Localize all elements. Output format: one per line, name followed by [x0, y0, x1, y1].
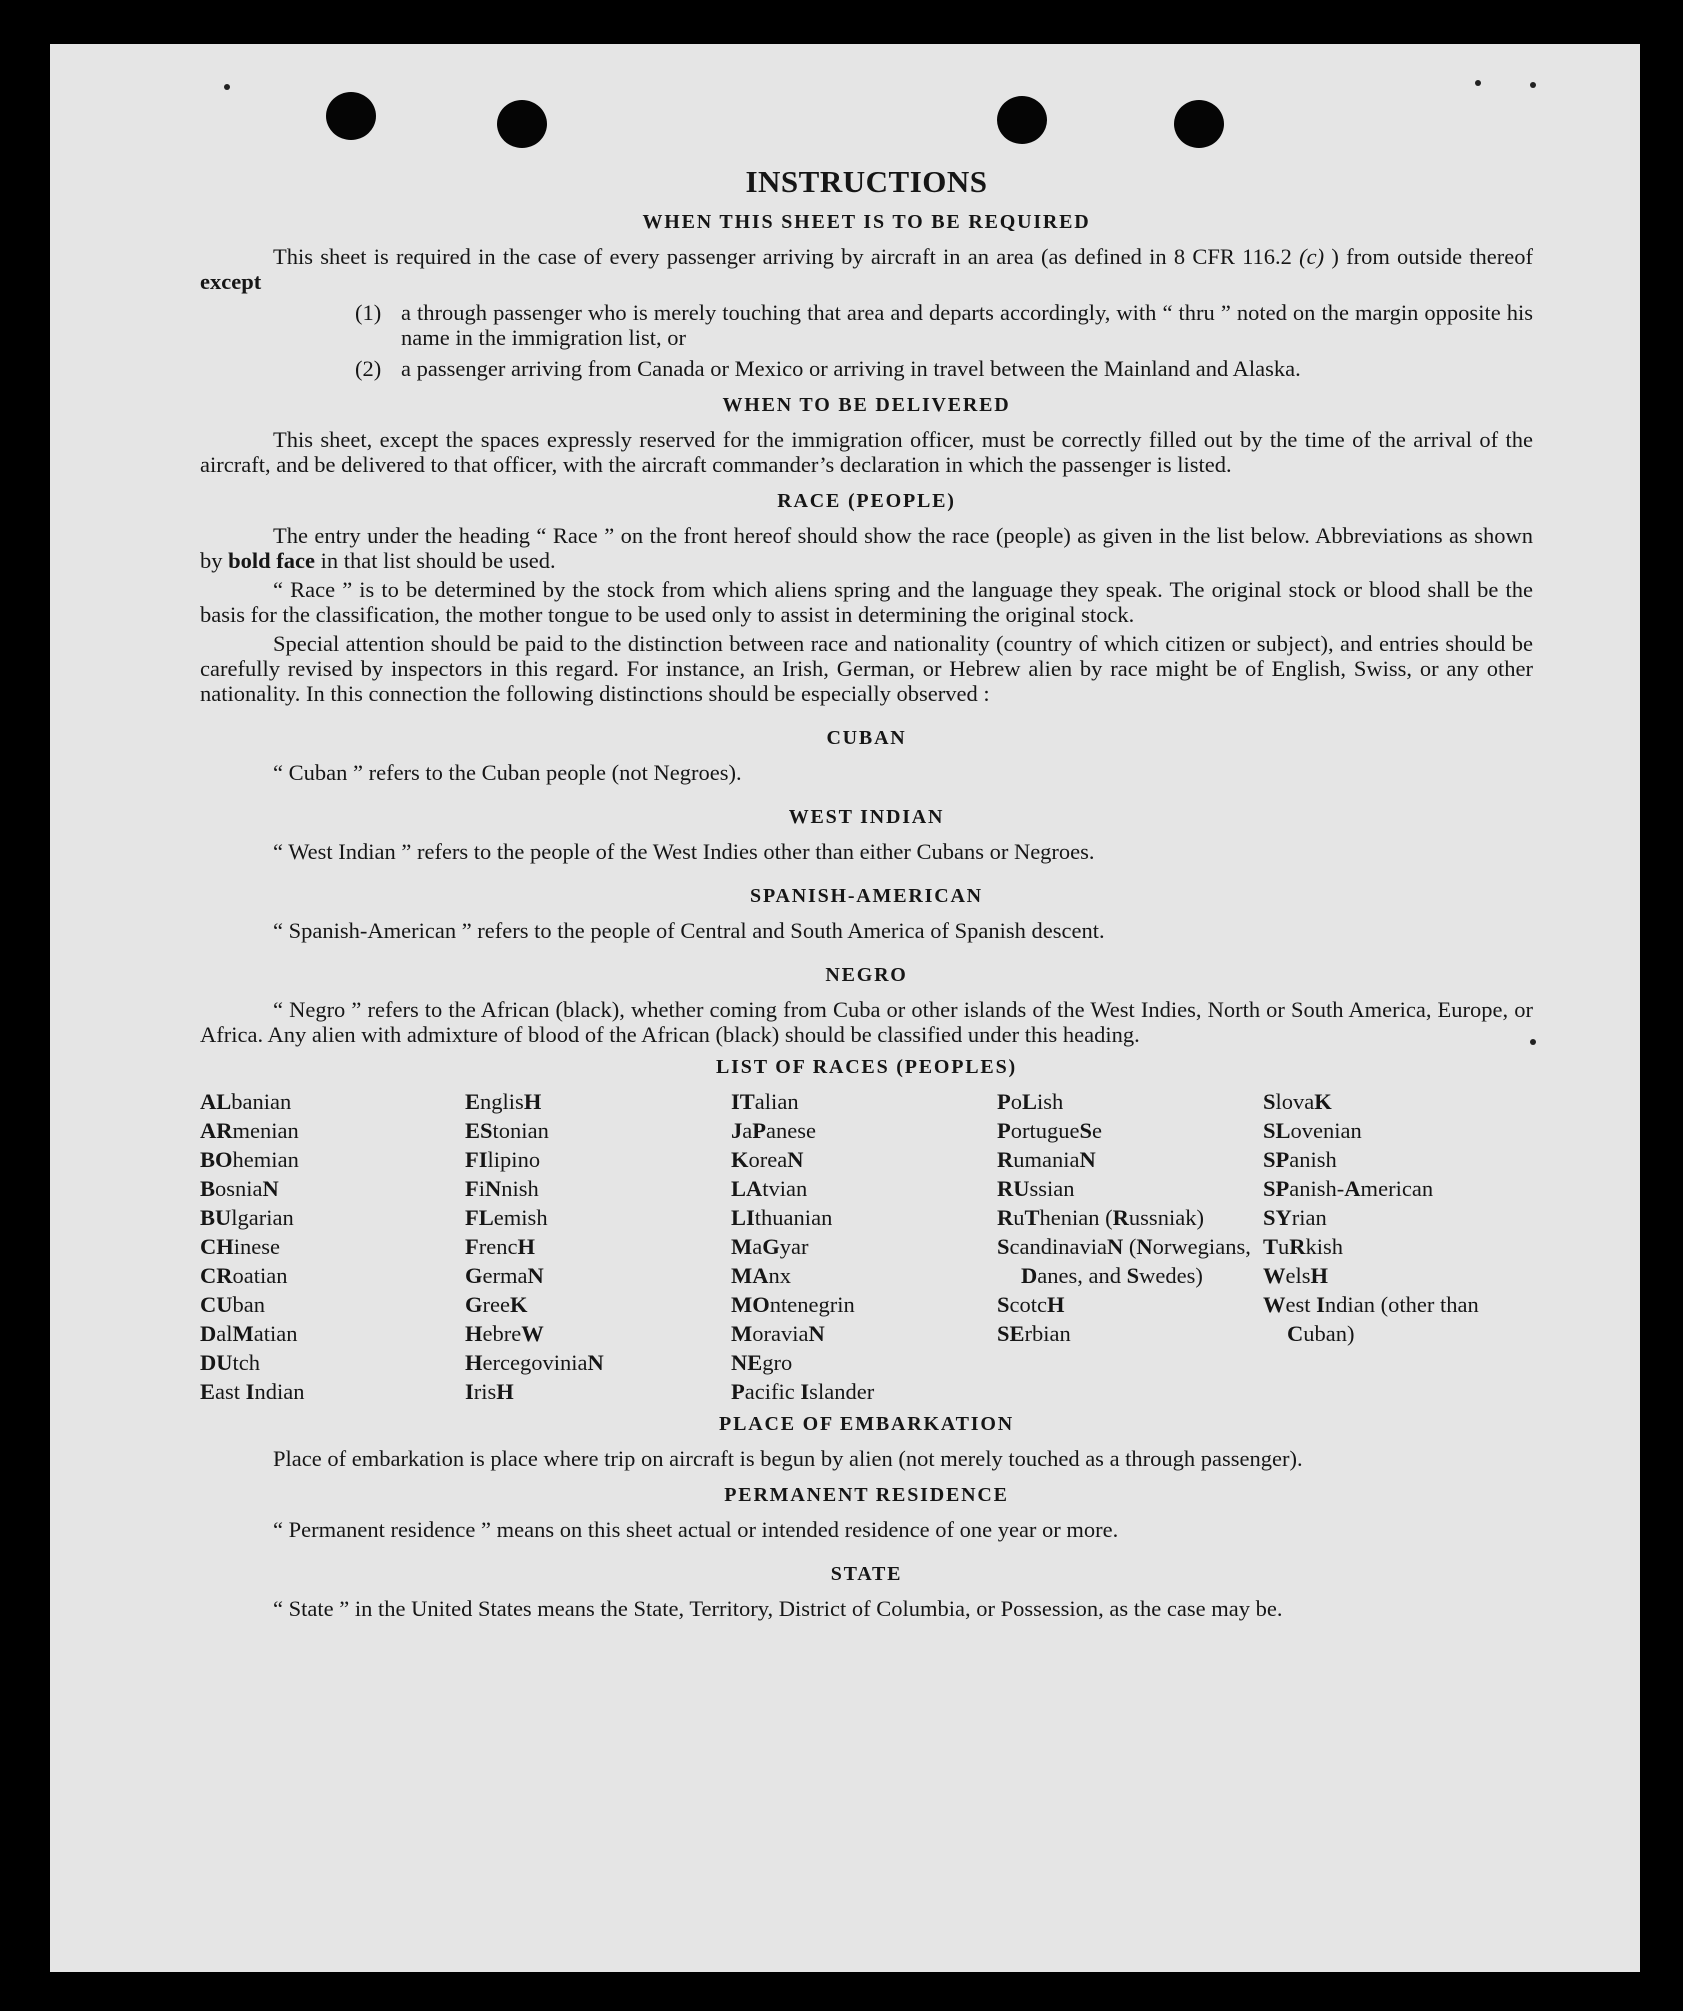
race-entry: BOhemian	[200, 1147, 299, 1172]
race-entry: SlovaK	[1263, 1089, 1332, 1114]
heading-race: RACE (PEOPLE)	[777, 490, 956, 512]
race-entry: ScotcH	[997, 1292, 1065, 1317]
heading-state: STATE	[830, 1563, 903, 1585]
exception-item: (2) a passenger arriving from Canada or Mexico or arriving in travel between the Mainland and Alaska.	[355, 356, 1301, 381]
heading-spanish-american: SPANISH-AMERICAN	[750, 885, 983, 907]
race-entry: FrencH	[465, 1234, 536, 1259]
race-entry: FLemish	[465, 1205, 548, 1230]
race-entry: WelsH	[1263, 1263, 1329, 1288]
race-entry: ARmenian	[200, 1118, 299, 1143]
delivered-text: This sheet, except the spaces expressly reserved for the immigration officer, must be correctly filled out by the time of the arrival of the aircraft, and be delivered to that officer, with the aircraft commander’s declaration in which the passenger is listed.	[200, 427, 1533, 477]
exception-item: (1) a through passenger who is merely touching that area and departs accordingly, with “ thru ” noted on the margin opposite his name in the immigration list, or	[355, 300, 1533, 350]
race-entry: West Indian (other than Cuban)	[1263, 1292, 1479, 1346]
race-entry: MoraviaN	[731, 1321, 825, 1346]
race-entry: PortugueSe	[997, 1118, 1103, 1143]
heading-west-indian: WEST INDIAN	[788, 806, 945, 828]
race-entry: CUban	[200, 1292, 265, 1317]
race-entry: SPanish-American	[1263, 1176, 1434, 1201]
races-column	[465, 1087, 731, 1406]
races-column	[200, 1087, 465, 1406]
race-entry: FIlipino	[465, 1147, 541, 1172]
west-indian-text: “ West Indian ” refers to the people of the West Indies other than either Cubans or Negroes.	[273, 839, 1095, 864]
race-entry: CHinese	[200, 1234, 281, 1259]
race-entry: MOntenegrin	[731, 1292, 855, 1317]
race-entry: KoreaN	[731, 1147, 804, 1172]
race-entry: DUtch	[200, 1350, 261, 1375]
race-entry: GreeK	[465, 1292, 528, 1317]
race-entry: EnglisH	[465, 1089, 542, 1114]
race-entry: BosniaN	[200, 1176, 279, 1201]
race-entry: LAtvian	[731, 1176, 808, 1201]
heading-embarkation: PLACE OF EMBARKATION	[719, 1413, 1014, 1435]
races-column	[1263, 1087, 1533, 1406]
race-entry: HebreW	[465, 1321, 544, 1346]
heading-residence: PERMANENT RESIDENCE	[724, 1484, 1009, 1506]
race-entry: GermaN	[465, 1263, 544, 1288]
document-sheet	[50, 44, 1640, 1972]
punch-hole	[997, 96, 1047, 144]
race-entry: NEgro	[731, 1350, 793, 1375]
instructions-body	[200, 164, 1533, 1621]
heading-cuban: CUBAN	[826, 727, 907, 749]
race-entry: ALbanian	[200, 1089, 292, 1114]
race-entry: DalMatian	[200, 1321, 298, 1346]
speck	[224, 84, 230, 90]
race-entry: SPanish	[1263, 1147, 1337, 1172]
race-entry: East Indian	[200, 1379, 305, 1404]
race-entry: JaPanese	[731, 1118, 817, 1143]
race-entry: FiNnish	[465, 1176, 539, 1201]
race-entry: ITalian	[731, 1089, 799, 1114]
race-entry: EStonian	[465, 1118, 549, 1143]
speck	[1475, 80, 1481, 86]
race-paragraph-3: Special attention should be paid to the distinction between race and nationality (country of which citizen or subject), and entries should be carefully revised by inspectors in this regard. For instance, an Irish, German, or Hebrew alien by race might be of English, Swiss, or any other nationality. In this connection the following distinctions should be especially observed :	[200, 631, 1533, 706]
races-column	[731, 1087, 997, 1406]
race-entry: BUlgarian	[200, 1205, 294, 1230]
race-entry: Pacific Islander	[731, 1379, 875, 1404]
race-entry: ScandinaviaN (Norwegians, Danes, and Swedes)	[997, 1234, 1251, 1288]
race-paragraph-1: The entry under the heading “ Race ” on the front hereof should show the race (people) as given in the list below. Abbreviations as shown by bold face in that list should be used.	[200, 523, 1533, 573]
race-entry: LIthuanian	[731, 1205, 833, 1230]
cuban-text: “ Cuban ” refers to the Cuban people (not Negroes).	[273, 760, 742, 785]
race-entry: IrisH	[465, 1379, 514, 1404]
heading-negro: NEGRO	[825, 964, 908, 986]
punch-hole	[326, 92, 376, 140]
race-entry: PoLish	[997, 1089, 1064, 1114]
state-text: “ State ” in the United States means the State, Territory, District of Columbia, or Possession, as the case may be.	[273, 1596, 1283, 1621]
races-column	[997, 1087, 1263, 1406]
heading-list-of-races: LIST OF RACES (PEOPLES)	[716, 1056, 1017, 1078]
race-entry: MAnx	[731, 1263, 791, 1288]
race-entry: SLovenian	[1263, 1118, 1362, 1143]
negro-text: “ Negro ” refers to the African (black), whether coming from Cuba or other islands of the West Indies, North or South America, Europe, or Africa. Any alien with admixture of blood of the African (black) should be classified under this heading.	[200, 997, 1533, 1047]
race-entry: SErbian	[997, 1321, 1071, 1346]
race-entry: MaGyar	[731, 1234, 809, 1259]
race-entry: SYrian	[1263, 1205, 1327, 1230]
residence-text: “ Permanent residence ” means on this sheet actual or intended residence of one year or more.	[273, 1517, 1119, 1542]
race-entry: TuRkish	[1263, 1234, 1344, 1259]
punch-hole	[1174, 100, 1224, 148]
heading-delivered: WHEN TO BE DELIVERED	[722, 394, 1011, 416]
required-intro: This sheet is required in the case of every passenger arriving by aircraft in an area (as defined in 8 CFR 116.2 (c) ) from outside thereof except	[200, 244, 1534, 294]
race-paragraph-2: “ Race ” is to be determined by the stock from which aliens spring and the language they speak. The original stock or blood shall be the basis for the classification, the mother tongue to be used only to assist in determining the original stock.	[200, 577, 1533, 627]
race-entry: RuThenian (Russniak)	[997, 1205, 1204, 1230]
page-title: INSTRUCTIONS	[745, 164, 988, 199]
race-entry: RumaniaN	[997, 1147, 1096, 1172]
embarkation-text: Place of embarkation is place where trip on aircraft is begun by alien (not merely touched as a through passenger).	[273, 1446, 1303, 1471]
race-entry: CRoatian	[200, 1263, 288, 1288]
race-entry: RUssian	[997, 1176, 1075, 1201]
heading-required: WHEN THIS SHEET IS TO BE REQUIRED	[642, 211, 1091, 233]
race-entry: HercegoviniaN	[465, 1350, 604, 1375]
races-list	[200, 1087, 1533, 1406]
speck	[1530, 82, 1536, 88]
spanish-american-text: “ Spanish-American ” refers to the people of Central and South America of Spanish descent.	[273, 918, 1105, 943]
punch-hole	[497, 100, 547, 148]
